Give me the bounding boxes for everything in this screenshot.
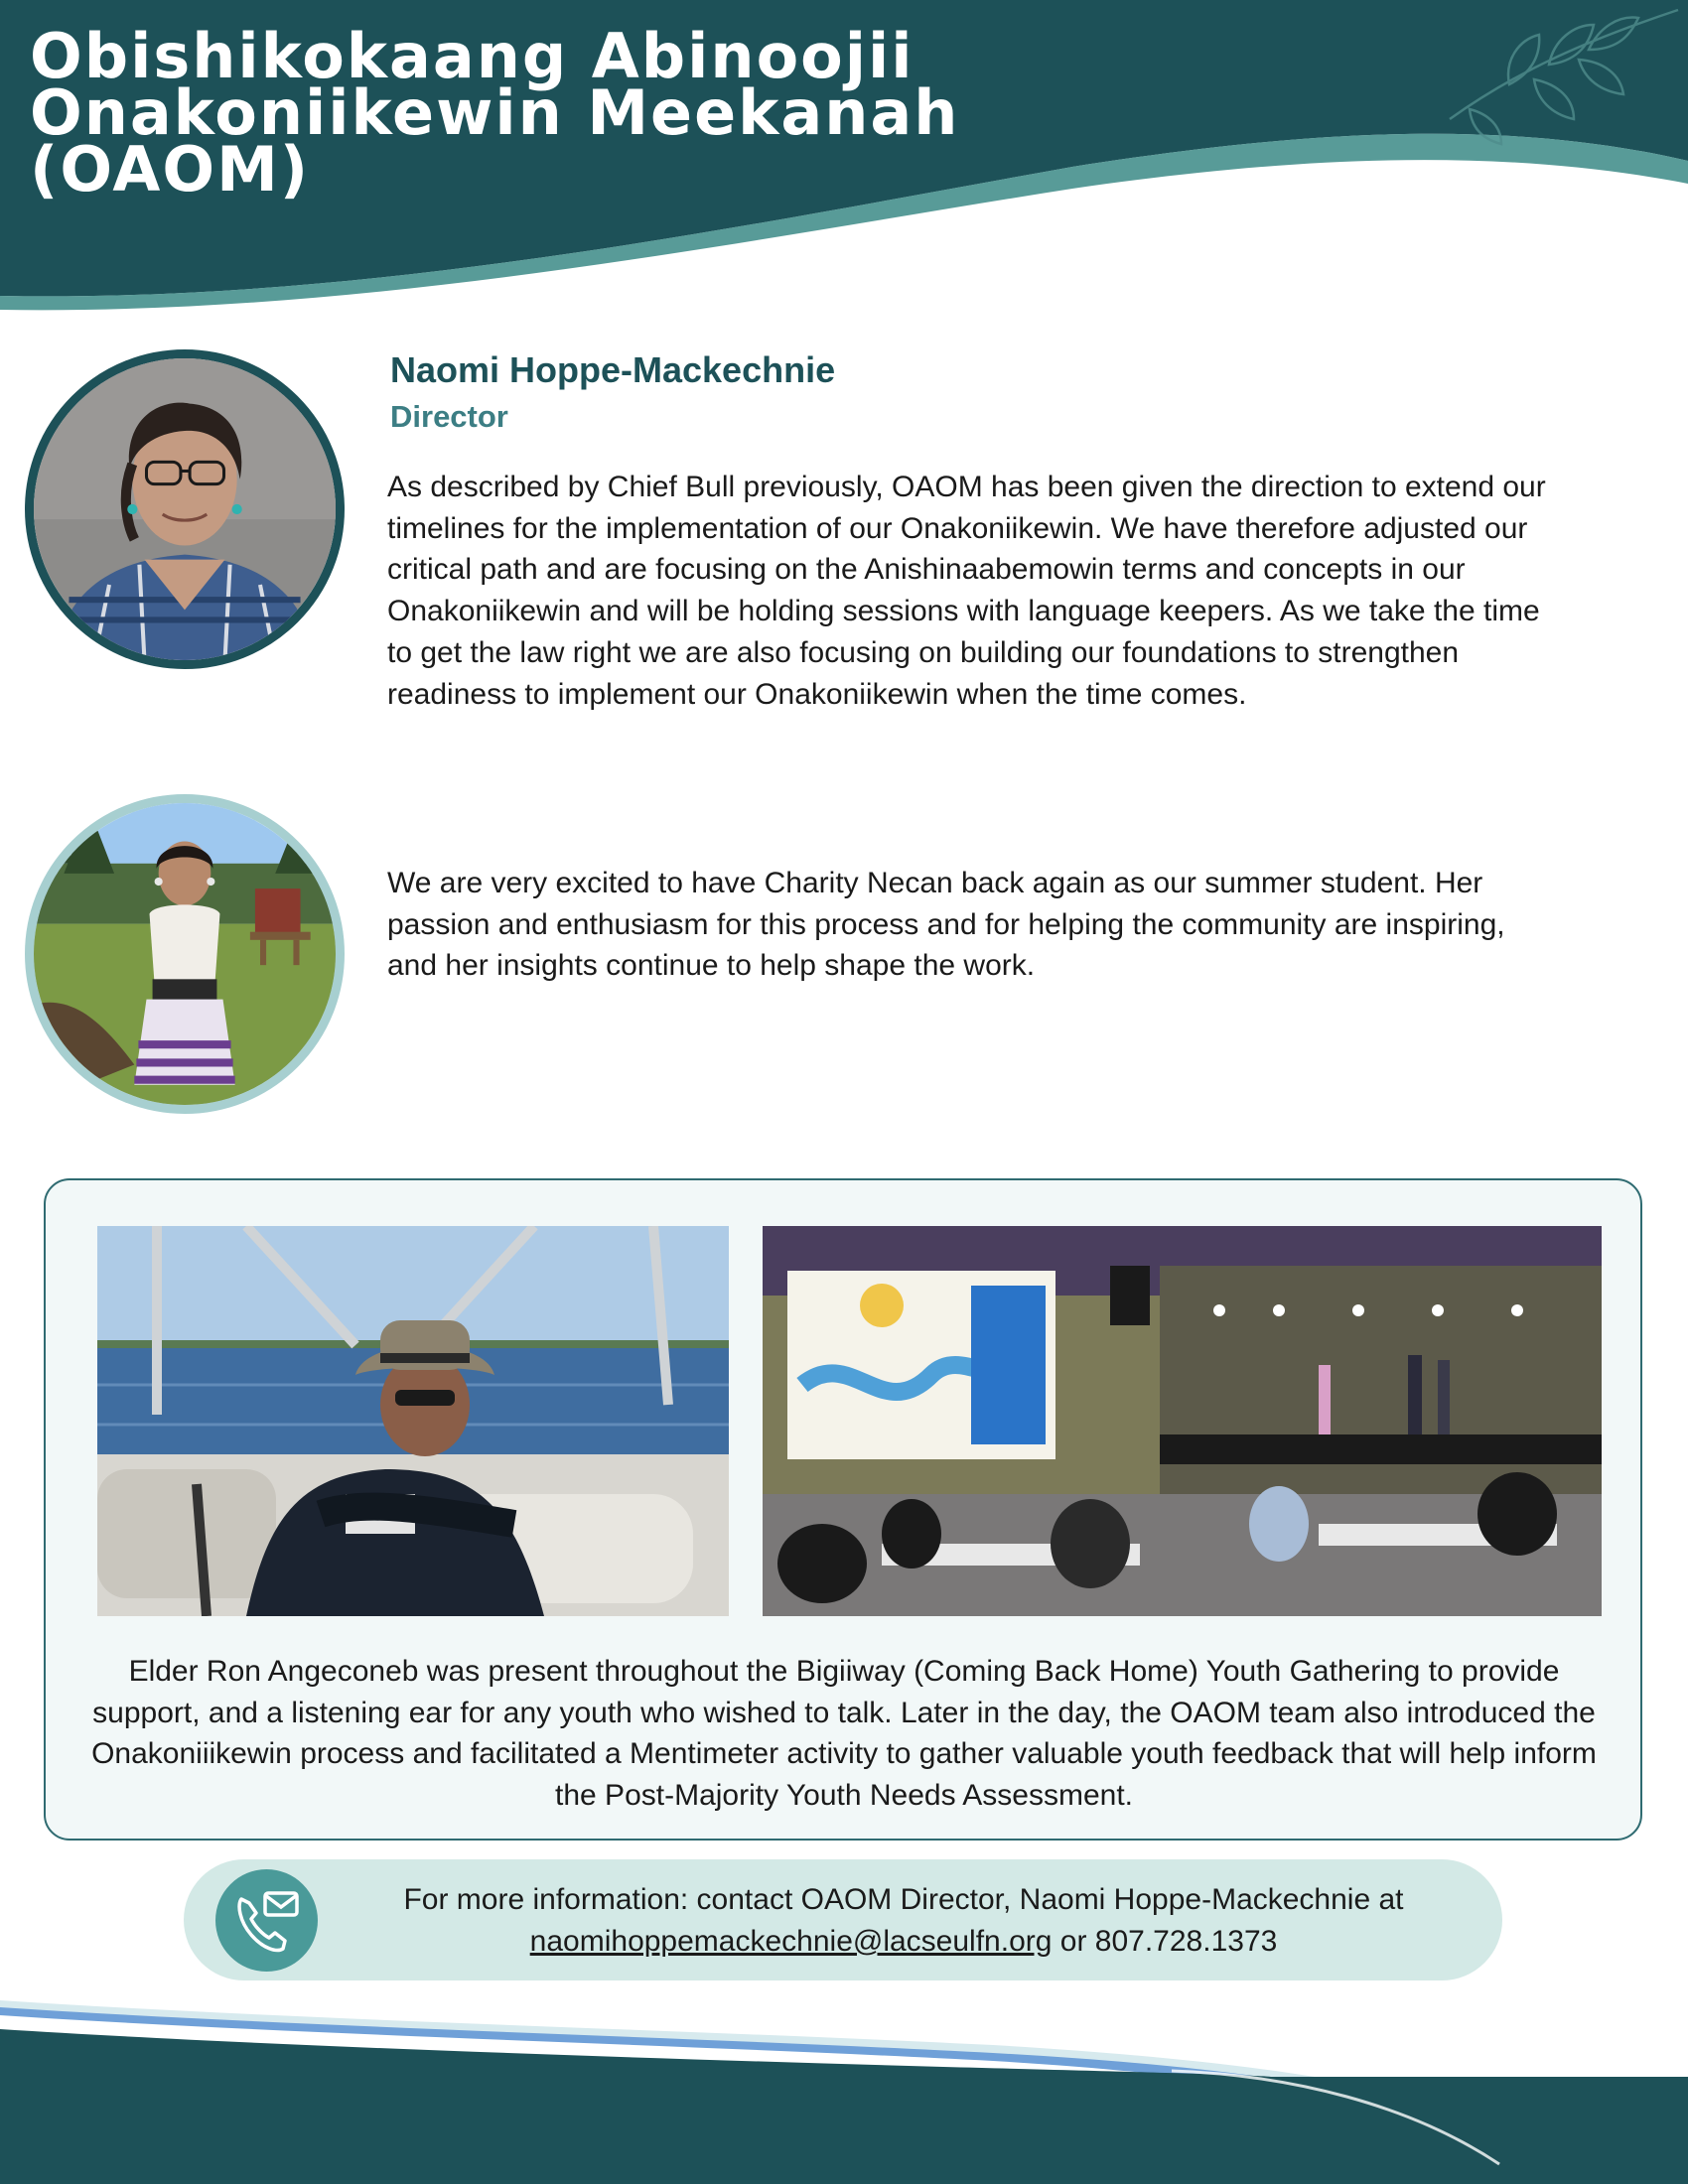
director-name: Naomi Hoppe-Mackechnie: [390, 349, 836, 390]
director-portrait: [25, 349, 345, 669]
gathering-caption: Elder Ron Angeconeb was present throughout the Bigiiway (Coming Back Home) Youth Gathering to provide support, and a listening ear for any youth who wished to talk. Later in the day, the OAOM team also introduced the Onakoniiikewin process and facilitated a Mentimeter activity to gather valuable youth feedback that will help inform the Post-Majority Youth Needs Assessment.: [91, 1655, 1597, 1813]
director-update-paragraph: As described by Chief Bull previously, OAOM has been given the direction to extend our timelines for the implementation of our Onakoniikewin. We have therefore adjusted our critical path and are focusing on the Anishinaabemowin terms and concepts in our Onakoniikewin and will be holding sessions with language keepers. As we take the time to get the law right we are also focusing on building our foundations to strengthen readiness to implement our Onakoniikewin when the time comes.: [387, 471, 1546, 711]
contact-email-link[interactable]: naomihoppemackechnie@lacseulfn.org: [529, 1925, 1053, 1958]
summer-student-paragraph: We are very excited to have Charity Necan back again as our summer student. Her passion and enthusiasm for this process and for helping the community are inspiring, and her insights continue to help shape the work.: [387, 867, 1505, 983]
footer-wave: [0, 1976, 1688, 2184]
director-role: Director: [390, 399, 508, 434]
youth-gathering-photo: [763, 1226, 1602, 1616]
contact-line: For more information: contact OAOM Director, Naomi Hoppe-Mackechnie at: [403, 1883, 1404, 1916]
title-line-3: (OAOM): [30, 133, 311, 205]
page-title: [30, 20, 960, 205]
title-line-1: Obishikokaang Abinoojii: [30, 20, 914, 92]
phone-email-icon: [215, 1869, 318, 1972]
title-line-2: Onakoniikewin Meekanah: [30, 76, 960, 149]
elder-boat-photo: [97, 1226, 729, 1616]
contact-phone: or 807.728.1373: [1059, 1925, 1278, 1958]
contact-info: [318, 1879, 1489, 1963]
student-portrait: [25, 794, 345, 1114]
